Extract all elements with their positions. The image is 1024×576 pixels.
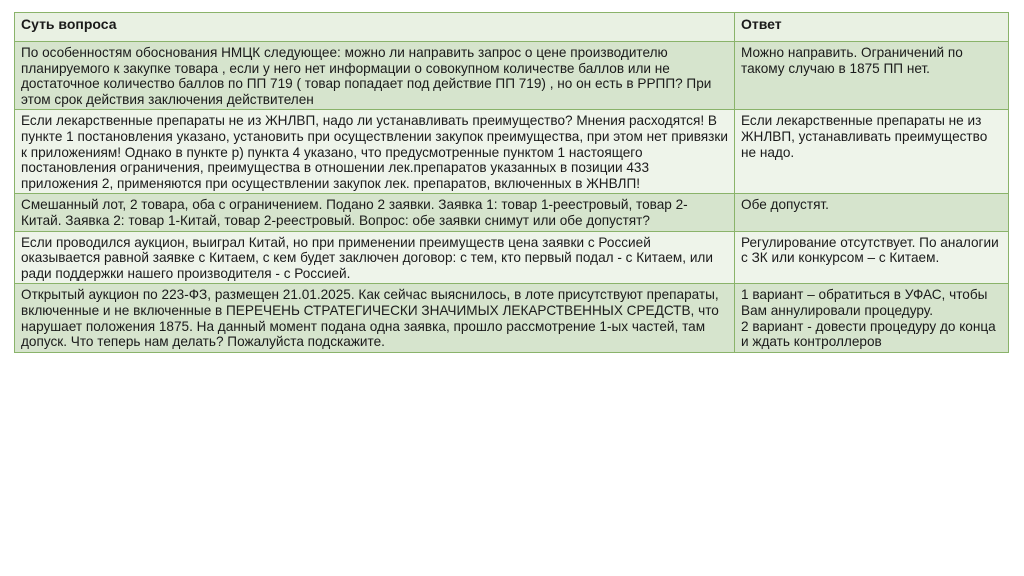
table-row — [15, 284, 1009, 352]
answer-cell: 1 вариант – обратиться в УФАС, чтобы Вам аннулировали процедуру. 2 вариант - довести процедуру до конца и ждать контроллеров — [735, 284, 1009, 352]
answer-cell: Можно направить. Ограничений по такому случаю в 1875 ПП нет. — [735, 42, 1009, 110]
table-row — [15, 42, 1009, 110]
question-cell: По особенностям обоснования НМЦК следующее: можно ли направить запрос о цене производителю планируемого к закупке товара , если у него нет информации о совокупном количестве баллов или не достаточное количество баллов по ПП 719 ( товар попадает под действие ПП 719) , но он есть в РРПП? При этом срок действия заключения действителен — [15, 42, 735, 110]
qa-table — [14, 12, 1009, 353]
question-cell: Если проводился аукцион, выиграл Китай, но при применении преимуществ цена заявки с Россией оказывается равной заявке с Китаем, с кем будет заключен договор: с тем, кто первый подал - с Китаем, или ради поддержки нашего производителя - с Россией. — [15, 231, 735, 284]
answer-cell: Регулирование отсутствует. По аналогии с ЗК или конкурсом – с Китаем. — [735, 231, 1009, 284]
table-row — [15, 194, 1009, 231]
answer-cell: Обе допустят. — [735, 194, 1009, 231]
header-answer: Ответ — [735, 13, 1009, 42]
question-cell: Открытый аукцион по 223-ФЗ, размещен 21.01.2025. Как сейчас выяснилось, в лоте присутствуют препараты, включенные и не включенные в ПЕРЕЧЕНЬ СТРАТЕГИЧЕСКИ ЗНАЧИМЫХ ЛЕКАРСТВЕННЫХ СРЕДСТВ, что нарушает положения 1875. На данный момент подана одна заявка, прошло рассмотрение 1-ых частей, там допуск. Что теперь нам делать? Пожалуйста подскажите. — [15, 284, 735, 352]
question-cell: Смешанный лот, 2 товара, оба с ограничением. Подано 2 заявки. Заявка 1: товар 1-реестровый, товар 2-Китай. Заявка 2: товар 1-Китай, товар 2-реестровый. Вопрос: обе заявки снимут или обе допустят? — [15, 194, 735, 231]
question-cell: Если лекарственные препараты не из ЖНЛВП, надо ли устанавливать преимущество? Мнения расходятся! В пункте 1 постановления указано, установить при осуществлении закупок преимущества, при этом нет привязки к приложениям! Однако в пункте р) пункта 4 указано, что предусмотренные пунктом 1 настоящего постановления ограничения, преимущества в отношении лек.препаратов указанных в позиции 433 приложения 2, применяются при осуществлении закупок лек. препаратов, включенных в ЖНВЛП! — [15, 110, 735, 194]
answer-cell: Если лекарственные препараты не из ЖНЛВП, устанавливать преимущество не надо. — [735, 110, 1009, 194]
header-question: Суть вопроса — [15, 13, 735, 42]
table-header-row — [15, 13, 1009, 42]
table-row — [15, 110, 1009, 194]
table-row — [15, 231, 1009, 284]
